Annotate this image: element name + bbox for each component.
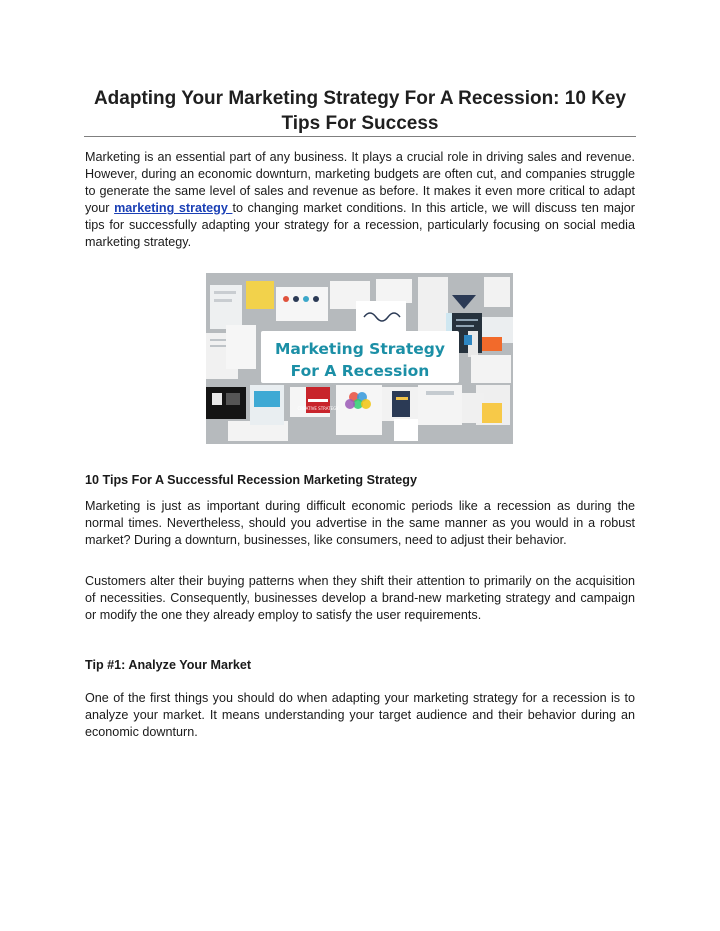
intro-paragraph: [85, 149, 635, 251]
creative-strategy-sticker: CREATIVE STRATEGY: [297, 406, 339, 411]
intro-text-before-link: Marketing is an essential part of any business. It plays a crucial role in driving sales and revenue. However, during an economic downturn, marketing budgets are often cut, and companies struggle to generate the same level of sales and revenue as before. It makes it even more critical to adapt your: [85, 150, 635, 215]
banner-line-1: Marketing Strategy: [275, 340, 445, 358]
tip-1-heading: Tip #1: Analyze Your Market: [85, 658, 252, 672]
hero-image: [206, 273, 513, 444]
section-heading-tips: 10 Tips For A Successful Recession Marketing Strategy: [85, 473, 417, 487]
marketing-strategy-link[interactable]: marketing strategy: [114, 201, 233, 215]
page-title: Adapting Your Marketing Strategy For A Recession: 10 Key Tips For Success: [93, 88, 627, 134]
tip-1-paragraph: One of the first things you should do when adapting your marketing strategy for a recession is to analyze your market. It means understanding your target audience and their behavior during an economic downturn.: [85, 691, 635, 739]
section1-paragraph-1: Marketing is just as important during difficult economic periods like a recession as during the normal times. Nevertheless, should you advertise in the same manner as you would in a robust market? During a downturn, businesses, like consumers, need to adjust their behavior.: [85, 499, 635, 547]
title-divider: [84, 136, 636, 137]
intro-text-after-link: to changing market conditions. In this article, we will discuss ten major tips for successfully adapting your strategy for a recession, particularly focusing on social media marketing strategy.: [85, 201, 635, 249]
banner-line-2: For A Recession: [290, 362, 430, 380]
section1-paragraph-2: Customers alter their buying patterns when they shift their attention to primarily on the acquisition of necessities. Consequently, businesses develop a brand-new marketing strategy and campaign or modify the one they already employ to satisfy the user requirements.: [85, 574, 635, 622]
